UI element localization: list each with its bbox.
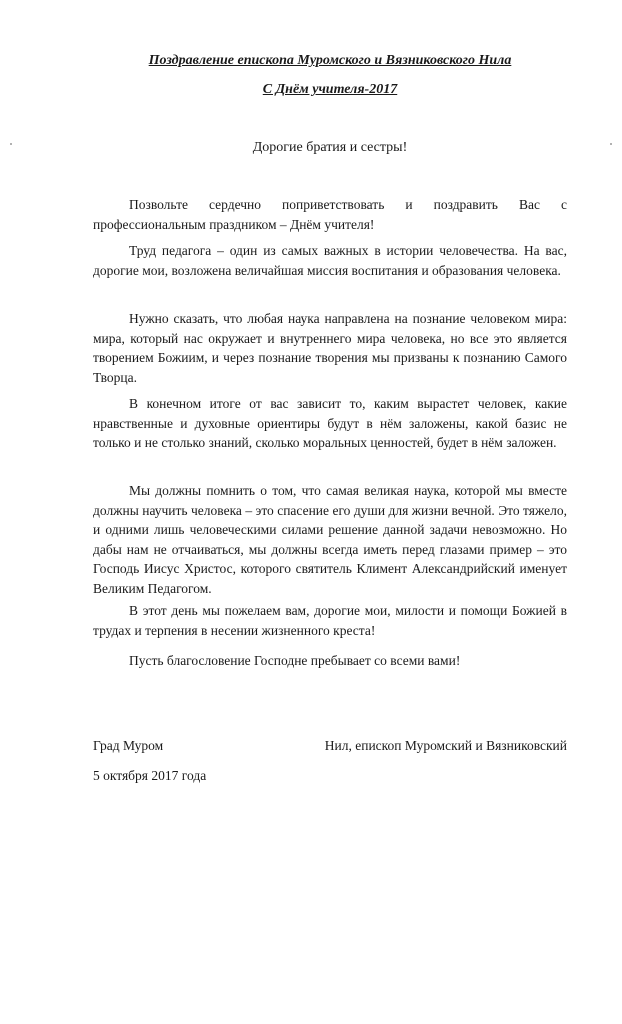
paragraph: Мы должны помнить о том, что самая великая наука, которой мы вместе должны научить человека – это спасение его души для жизни вечной. Это тяжело, и одними лишь человеческими силами решение данной задачи невозможно. Но дабы нам не отчаиваться, мы должны всегда иметь перед глазами пример – это Господь Иисус Христос, которого святитель Климент Александрийский именует Великим Педагогом. [93, 483, 567, 596]
letter-subtitle: С Днём учителя-2017 [262, 82, 398, 97]
paragraph: Труд педагога – один из самых важных в истории человечества. На вас, дорогие мои, возложена величайшая миссия воспитания и образования человека. [93, 243, 567, 278]
signature: Нил, епископ Муромский и Вязниковский [324, 738, 567, 753]
letter-title: Поздравление епископа Муромского и Вязниковского Нила [148, 53, 512, 68]
paragraph: В этот день мы пожелаем вам, дорогие мои, милости и помощи Божией в трудах и терпения в несении жизненного креста! [93, 603, 567, 638]
paragraph: Нужно сказать, что любая наука направлена на познание человеком мира: мира, который нас окружает и внутреннего мира человека, но все это является творением Божиим, и через познание творения мы призваны к познанию Самого Творца. [93, 311, 567, 385]
paragraph: В конечном итоге от вас зависит то, каким вырастет человек, какие нравственные и духовные ориентиры будут в нём заложены, какой базис не только и не столько знаний, сколько моральных ценностей, будет в нём заложен. [93, 396, 567, 450]
greeting: Дорогие братия и сестры! [252, 140, 408, 155]
paragraph: Пусть благословение Господне пребывает со всеми вами! [129, 653, 461, 668]
scan-speck [610, 143, 612, 145]
place-name: Град Муром [93, 738, 164, 753]
scan-speck [10, 143, 12, 145]
letter-date: 5 октября 2017 года [93, 768, 207, 783]
paragraph: Позвольте сердечно поприветствовать и поздравить Вас с профессиональным праздником – Днём учителя! [93, 197, 567, 232]
